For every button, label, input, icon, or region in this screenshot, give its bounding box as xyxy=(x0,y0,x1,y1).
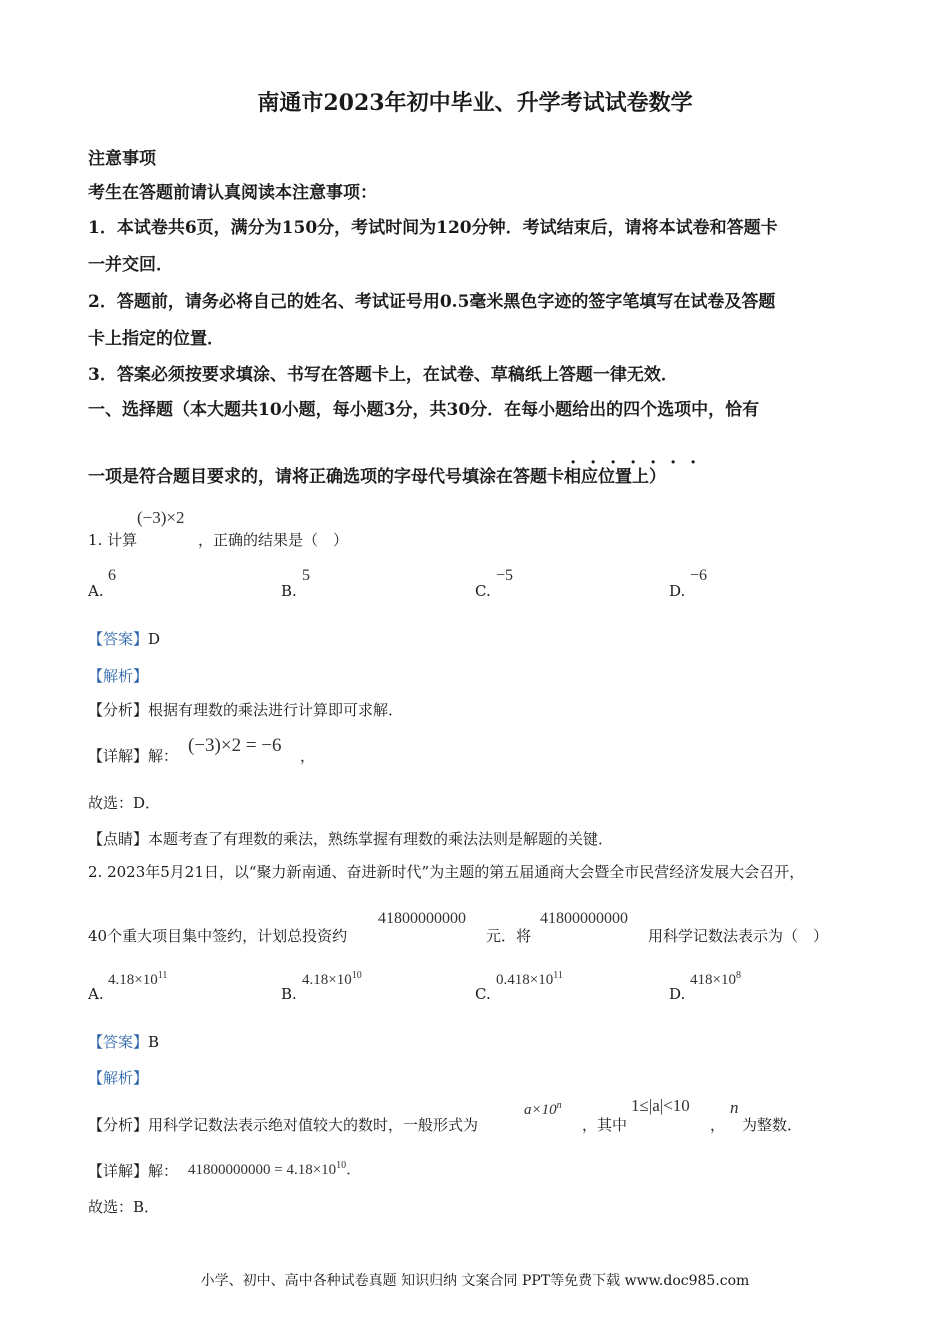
q2-option-b-value: $4.18\times 10^{10}$ xyxy=(302,970,362,988)
q1-detail-expression: (−3)×2 = −6 xyxy=(188,735,282,756)
q2-fenxi-c: ， xyxy=(710,1116,726,1134)
q2-detail-expression: $41800000000 = 4.18\times 10^{10}$． xyxy=(188,1160,362,1178)
q1-choose: 故选：D． xyxy=(88,794,161,812)
q1-option-d-value: −6 xyxy=(690,567,708,584)
q2-option-d-value: $418\times 10^8$ xyxy=(690,970,741,988)
q2-condition: 1≤|a|<10 xyxy=(631,1096,690,1115)
emphasis-dot: · xyxy=(650,452,657,473)
q2-option-a-value: $4.18\times 10^{11}$ xyxy=(108,970,168,988)
q2-number-2: 41800000000 xyxy=(540,910,628,927)
q1-fenxi: 根据有理数的乘法进行计算即可求解． xyxy=(148,701,404,719)
q2-option-b-letter: B. xyxy=(281,985,297,1003)
emphasis-dot: · xyxy=(570,452,577,473)
notice-intro: 考生在答题前请认真阅读本注意事项： xyxy=(88,183,377,203)
q1-option-c-letter: C. xyxy=(475,582,491,600)
notice-item-1: 1．本试卷共6页，满分为150分，考试时间为120分钟．考试结束后，请将本试卷和答题卡 xyxy=(88,218,778,238)
q2-stem-line2-b: 元．将 xyxy=(486,927,532,945)
q1-detail-prefix: 解： xyxy=(148,747,179,765)
section-heading: 一、选择题（本大题共10小题，每小题3分，共30分．在每小题给出的四个选项中，恰有 xyxy=(88,400,760,420)
q2-stem-line2-a: 40个重大项目集中签约，计划总投资约 xyxy=(88,927,348,945)
q2-fenxi-tag: 【分析】 xyxy=(88,1116,149,1134)
page-title: 南通市2023年初中毕业、升学考试试卷数学 xyxy=(257,90,693,116)
q2-option-d-letter: D. xyxy=(669,985,686,1003)
q1-option-b-value: 5 xyxy=(302,567,310,584)
q2-detail-tag: 【详解】 xyxy=(88,1162,149,1180)
q1-detail-tag: 【详解】 xyxy=(88,747,149,765)
q1-option-a-value: 6 xyxy=(108,567,116,584)
section-heading-cont: 一项是符合题目要求的，请将正确选项的字母代号填涂在答题卡相应位置上） xyxy=(88,467,666,487)
q2-fenxi-a: 用科学记数法表示绝对值较大的数时，一般形式为 xyxy=(148,1116,479,1134)
q1-option-d-letter: D. xyxy=(669,582,686,600)
q2-fenxi-b: ，其中 xyxy=(582,1116,628,1134)
q1-option-a-letter: A. xyxy=(88,582,104,600)
q1-detail-suffix: ， xyxy=(300,747,316,765)
q2-option-a-letter: A. xyxy=(88,985,104,1003)
q2-choose: 故选：B． xyxy=(88,1198,160,1216)
q2-stem-line1: 2. 2023年5月21日，以“聚力新南通、奋进新时代”为主题的第五届通商大会暨全市民营经济发展大会召开， xyxy=(88,863,805,881)
emphasis-dot: · xyxy=(590,452,597,473)
emphasis-dot: · xyxy=(670,452,677,473)
notice-item-2: 2．答题前，请务必将自己的姓名、考试证号用0.5毫米黑色字迹的签字笔填写在试卷及答题 xyxy=(88,292,776,312)
q1-suffix: ，正确的结果是（ ） xyxy=(198,531,349,549)
q2-analysis-tag: 【解析】 xyxy=(88,1069,149,1087)
emphasis-dot: · xyxy=(630,452,637,473)
emphasis-dot: · xyxy=(690,452,697,473)
notice-item-1-cont: 一并交回． xyxy=(88,255,173,275)
notice-item-2-cont: 卡上指定的位置． xyxy=(88,329,224,349)
q2-detail-prefix: 解： xyxy=(148,1162,179,1180)
q2-option-c-letter: C. xyxy=(475,985,491,1003)
q1-comment-tag: 【点睛】 xyxy=(88,830,149,848)
q2-answer-tag: 【答案】 xyxy=(88,1033,149,1051)
q1-analysis-tag: 【解析】 xyxy=(88,667,149,685)
q2-stem-line2-c: 用科学记数法表示为（ ） xyxy=(648,927,829,945)
page-footer: 小学、初中、高中各种试卷真题 知识归纳 文案合同 PPT等免费下载 www.doc985.com xyxy=(200,1273,750,1289)
notice-item-3: 3．答案必须按要求填涂、书写在答题卡上，在试卷、草稿纸上答题一律无效． xyxy=(88,365,678,385)
q2-option-c-value: $0.418\times 10^{11}$ xyxy=(496,970,563,988)
q1-option-b-letter: B. xyxy=(281,582,297,600)
q2-number: 41800000000 xyxy=(378,910,466,927)
emphasis-dot: · xyxy=(610,452,617,473)
q2-n: n xyxy=(730,1098,739,1117)
q1-answer: D xyxy=(148,630,161,648)
q2-answer: B xyxy=(148,1033,160,1051)
q2-fenxi-d: 为整数． xyxy=(742,1116,803,1134)
q1-fenxi-tag: 【分析】 xyxy=(88,701,149,719)
q1-prefix: 1. 计算 xyxy=(88,531,138,549)
q1-option-c-value: −5 xyxy=(496,567,514,584)
q1-answer-tag: 【答案】 xyxy=(88,630,149,648)
notice-heading: 注意事项 xyxy=(88,149,156,169)
q2-form: $a\times 10^n$ xyxy=(524,1100,562,1118)
q1-expression: (−3)×2 xyxy=(137,508,185,527)
q1-comment: 本题考查了有理数的乘法，熟练掌握有理数的乘法法则是解题的关键． xyxy=(148,830,614,848)
